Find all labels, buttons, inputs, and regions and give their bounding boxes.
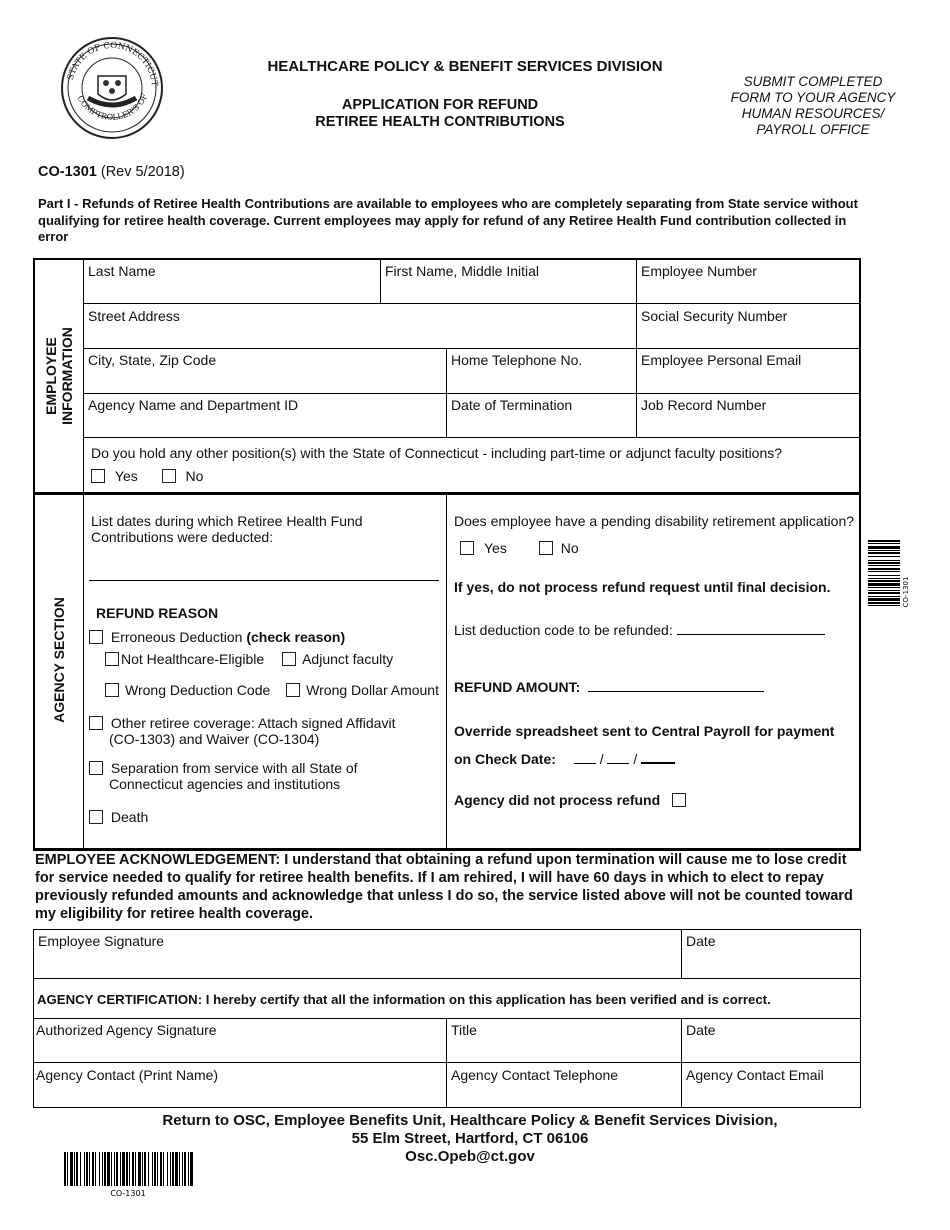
disability-question: Does employee have a pending disability retirement application?: [454, 513, 855, 529]
other-coverage-checkbox[interactable]: [89, 716, 103, 730]
other-coverage-option: [89, 715, 395, 747]
form-number: [38, 164, 185, 180]
deduction-code-field: [454, 622, 825, 638]
employee-number-field[interactable]: Employee Number: [641, 263, 757, 279]
adjunct-label: Adjunct faculty: [302, 651, 394, 667]
employee-signature-field[interactable]: Employee Signature: [38, 933, 165, 949]
wrong-amount-label: Wrong Dollar Amount: [306, 682, 439, 698]
override-note: Override spreadsheet sent to Central Payroll for payment: [454, 723, 835, 739]
return-line: Return to OSC, Employee Benefits Unit, Healthcare Policy & Benefit Services Division,: [162, 1112, 778, 1129]
employee-date-field[interactable]: Date: [686, 933, 716, 949]
contact-phone-field[interactable]: Agency Contact Telephone: [451, 1067, 619, 1083]
return-line: 55 Elm Street, Hartford, CT 06106: [351, 1130, 589, 1147]
other-coverage-label-2: (CO-1303) and Waiver (CO-1304): [109, 731, 320, 747]
ssn-field[interactable]: Social Security Number: [641, 308, 788, 324]
deduction-code-label: List deduction code to be refunded:: [454, 622, 673, 638]
disability-no-checkbox[interactable]: [539, 541, 553, 555]
wrong-amount-checkbox[interactable]: [286, 683, 300, 697]
authorized-signature-field[interactable]: Authorized Agency Signature: [36, 1022, 217, 1038]
other-coverage-label: Other retiree coverage: Attach signed Affidavit: [110, 715, 396, 731]
section-label-line: INFORMATION: [59, 327, 75, 425]
submit-line: SUBMIT COMPLETED: [743, 74, 883, 89]
state-seal: [58, 28, 166, 148]
employee-section-label: [43, 327, 75, 425]
bottom-barcode-caption: CO-1301: [110, 1189, 146, 1198]
home-phone-field[interactable]: Home Telephone No.: [451, 352, 583, 368]
contact-name-field[interactable]: Agency Contact (Print Name): [36, 1067, 219, 1083]
other-position-options: [91, 468, 203, 484]
death-checkbox[interactable]: [89, 810, 103, 824]
submit-instructions: [718, 74, 908, 138]
wrong-code-label: Wrong Deduction Code: [125, 682, 271, 698]
erroneous-deduction-option: [89, 629, 345, 645]
separation-label: Separation from service with all State of: [110, 760, 358, 776]
yes-label: Yes: [484, 540, 507, 556]
svg-text:STATE OF CONNECTICUT: STATE OF CONNECTICUT: [65, 40, 160, 87]
refund-amount-line[interactable]: [588, 691, 764, 692]
wrong-code-checkbox[interactable]: [105, 683, 119, 697]
not-eligible-checkbox[interactable]: [105, 652, 119, 666]
wrong-code-option: [105, 682, 439, 698]
section-label-line: EMPLOYEE: [43, 337, 59, 415]
check-date-year[interactable]: [641, 762, 675, 764]
death-label: Death: [110, 809, 149, 825]
first-name-field[interactable]: First Name, Middle Initial: [385, 263, 540, 279]
form-title: [260, 97, 620, 131]
adjunct-checkbox[interactable]: [282, 652, 296, 666]
intro-text: Part I - Refunds of Retiree Health Contributions are available to employees who are completely separating from State service without qualifying for retiree health coverage. Current employees may apply for refund of any Retiree Health Fund contribution collected in error: [38, 196, 858, 244]
death-option: [89, 809, 148, 825]
city-state-zip-field[interactable]: City, State, Zip Code: [88, 352, 217, 368]
check-date-day[interactable]: [607, 763, 629, 764]
separation-label-2: Connecticut agencies and institutions: [109, 776, 341, 792]
contact-email-field[interactable]: Agency Contact Email: [686, 1067, 824, 1083]
not-processed-option: [454, 792, 686, 808]
not-processed-label: Agency did not process refund: [454, 792, 661, 808]
division-name: HEALTHCARE POLICY & BENEFIT SERVICES DIVISION: [267, 58, 663, 75]
check-date-label: on Check Date:: [454, 751, 556, 767]
refund-amount-label: REFUND AMOUNT:: [454, 679, 581, 695]
personal-email-field[interactable]: Employee Personal Email: [641, 352, 802, 368]
svg-text:COMPTROLLER'S OFFICE: COMPTROLLER'S OF: [75, 92, 150, 122]
refund-reason-heading: REFUND REASON: [96, 605, 219, 621]
not-eligible-option: [105, 651, 393, 667]
submit-line: PAYROLL OFFICE: [756, 122, 870, 137]
submit-line: HUMAN RESOURCES/: [741, 106, 885, 121]
pending-disability-note: If yes, do not process refund request until final decision.: [454, 579, 831, 595]
agency-name-field[interactable]: Agency Name and Department ID: [88, 397, 299, 413]
job-record-field[interactable]: Job Record Number: [641, 397, 767, 413]
check-date-field: on Check Date: / /: [454, 751, 675, 767]
no-label: No: [560, 540, 579, 556]
form-title-line1: APPLICATION FOR REFUND: [341, 97, 539, 113]
side-barcode: [868, 540, 916, 669]
check-reason-label: (check reason): [246, 629, 346, 645]
not-processed-checkbox[interactable]: [672, 793, 686, 807]
form-revision: (Rev 5/2018): [100, 164, 185, 180]
deduction-dates-line[interactable]: [89, 580, 439, 581]
return-address: [80, 1112, 860, 1166]
no-label: No: [185, 468, 204, 484]
submit-line: FORM TO YOUR AGENCY: [730, 90, 896, 105]
erroneous-label: Erroneous Deduction: [110, 629, 243, 645]
side-barcode-caption: CO-1301: [902, 576, 910, 608]
not-eligible-label: Not Healthcare-Eligible: [121, 651, 265, 667]
deduction-code-line[interactable]: [677, 634, 825, 635]
deduction-dates-label: List dates during which Retiree Health Fund Contributions were deducted:: [91, 513, 363, 545]
agency-date-field[interactable]: Date: [686, 1022, 716, 1038]
other-position-no-checkbox[interactable]: [162, 469, 176, 483]
employee-acknowledgement: EMPLOYEE ACKNOWLEDGEMENT: I understand that obtaining a refund upon termination will cause me to lose credit for service needed to qualify for retiree health benefits. If I am rehired, I will have 60 days in which to elect to repay previously refunded amounts and acknowledge that unless I do so, the service listed above will not be counted toward my eligibility for retiree health coverage.: [35, 852, 853, 922]
form-title-line2: RETIREE HEALTH CONTRIBUTIONS: [315, 114, 565, 130]
street-address-field[interactable]: Street Address: [88, 308, 180, 324]
last-name-field[interactable]: Last Name: [88, 263, 156, 279]
return-email: Osc.Opeb@ct.gov: [405, 1148, 535, 1165]
agency-section-label: AGENCY SECTION: [51, 597, 67, 723]
separation-checkbox[interactable]: [89, 761, 103, 775]
separation-option: [89, 760, 358, 792]
form-id: CO-1301: [38, 164, 97, 180]
refund-amount-field: [454, 679, 764, 695]
termination-date-field[interactable]: Date of Termination: [451, 397, 573, 413]
other-position-yes-checkbox[interactable]: [91, 469, 105, 483]
agency-certification: AGENCY CERTIFICATION: I hereby certify that all the information on this application has been verified and is correct.: [37, 992, 771, 1007]
other-position-question: Do you hold any other position(s) with the State of Connecticut - including part-time or adjunct faculty positions?: [91, 445, 783, 461]
check-date-month[interactable]: [574, 763, 596, 764]
bottom-barcode: [64, 1152, 194, 1203]
erroneous-deduction-checkbox[interactable]: [89, 630, 103, 644]
yes-label: Yes: [114, 468, 138, 484]
disability-options: [460, 540, 579, 556]
title-field[interactable]: Title: [451, 1022, 477, 1038]
disability-yes-checkbox[interactable]: [460, 541, 474, 555]
